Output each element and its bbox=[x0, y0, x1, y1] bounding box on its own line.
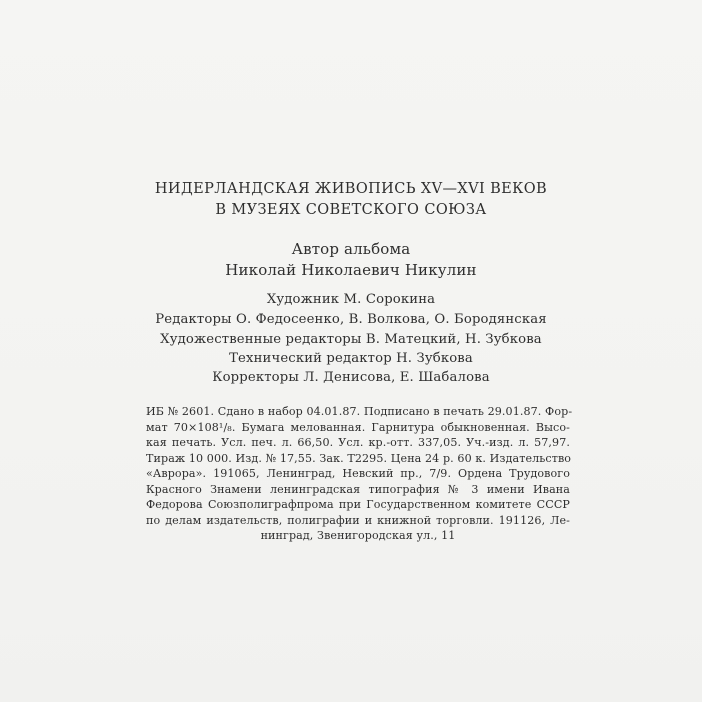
imprint-line: ИБ № 2601. Сдано в набор 04.01.87. Подписано в печать 29.01.87. Фор- bbox=[146, 405, 573, 418]
imprint-line: нинград, Звенигородская ул., 11 bbox=[260, 529, 456, 542]
credit-art-editors: Художественные редакторы В. Матецкий, Н. Зубкова bbox=[160, 332, 542, 347]
imprint-line: мат 70×108¹/₈. Бумага мелованная. Гарнитура обыкновенная. Высо- bbox=[146, 421, 570, 434]
credit-technical-editor: Технический редактор Н. Зубкова bbox=[229, 351, 473, 366]
imprint-line: «Аврора». 191065, Ленинград, Невский пр., 7/9. Ордена Трудового bbox=[146, 467, 570, 480]
imprint-line: кая печать. Усл. печ. л. 66,50. Усл. кр.-отт. 337,05. Уч.-изд. л. 57,97. bbox=[146, 436, 570, 449]
credit-proofreaders: Корректоры Л. Денисова, Е. Шабалова bbox=[212, 370, 490, 385]
imprint-line: Федорова Союзполиграфпрома при Государственном комитете СССР bbox=[146, 498, 570, 511]
author-label: Автор альбома bbox=[291, 240, 411, 258]
imprint-line: Красного Знамени ленинградская типография № 3 имени Ивана bbox=[146, 483, 570, 496]
imprint-line: по делам издательств, полиграфии и книжной торговли. 191126, Ле- bbox=[146, 514, 570, 527]
author-name: Николай Николаевич Никулин bbox=[225, 261, 477, 279]
imprint-line: Тираж 10 000. Изд. № 17,55. Зак. Т2295. Цена 24 р. 60 к. Издательство bbox=[146, 452, 572, 465]
book-title-line-1: НИДЕРЛАНДСКАЯ ЖИВОПИСЬ XV—XVI ВЕКОВ bbox=[154, 181, 548, 197]
credit-editors: Редакторы О. Федосеенко, В. Волкова, О. Бородянская bbox=[155, 312, 547, 327]
book-title-line-2: В МУЗЕЯХ СОВЕТСКОГО СОЮЗА bbox=[215, 202, 487, 218]
credit-artist: Художник М. Сорокина bbox=[266, 292, 436, 307]
